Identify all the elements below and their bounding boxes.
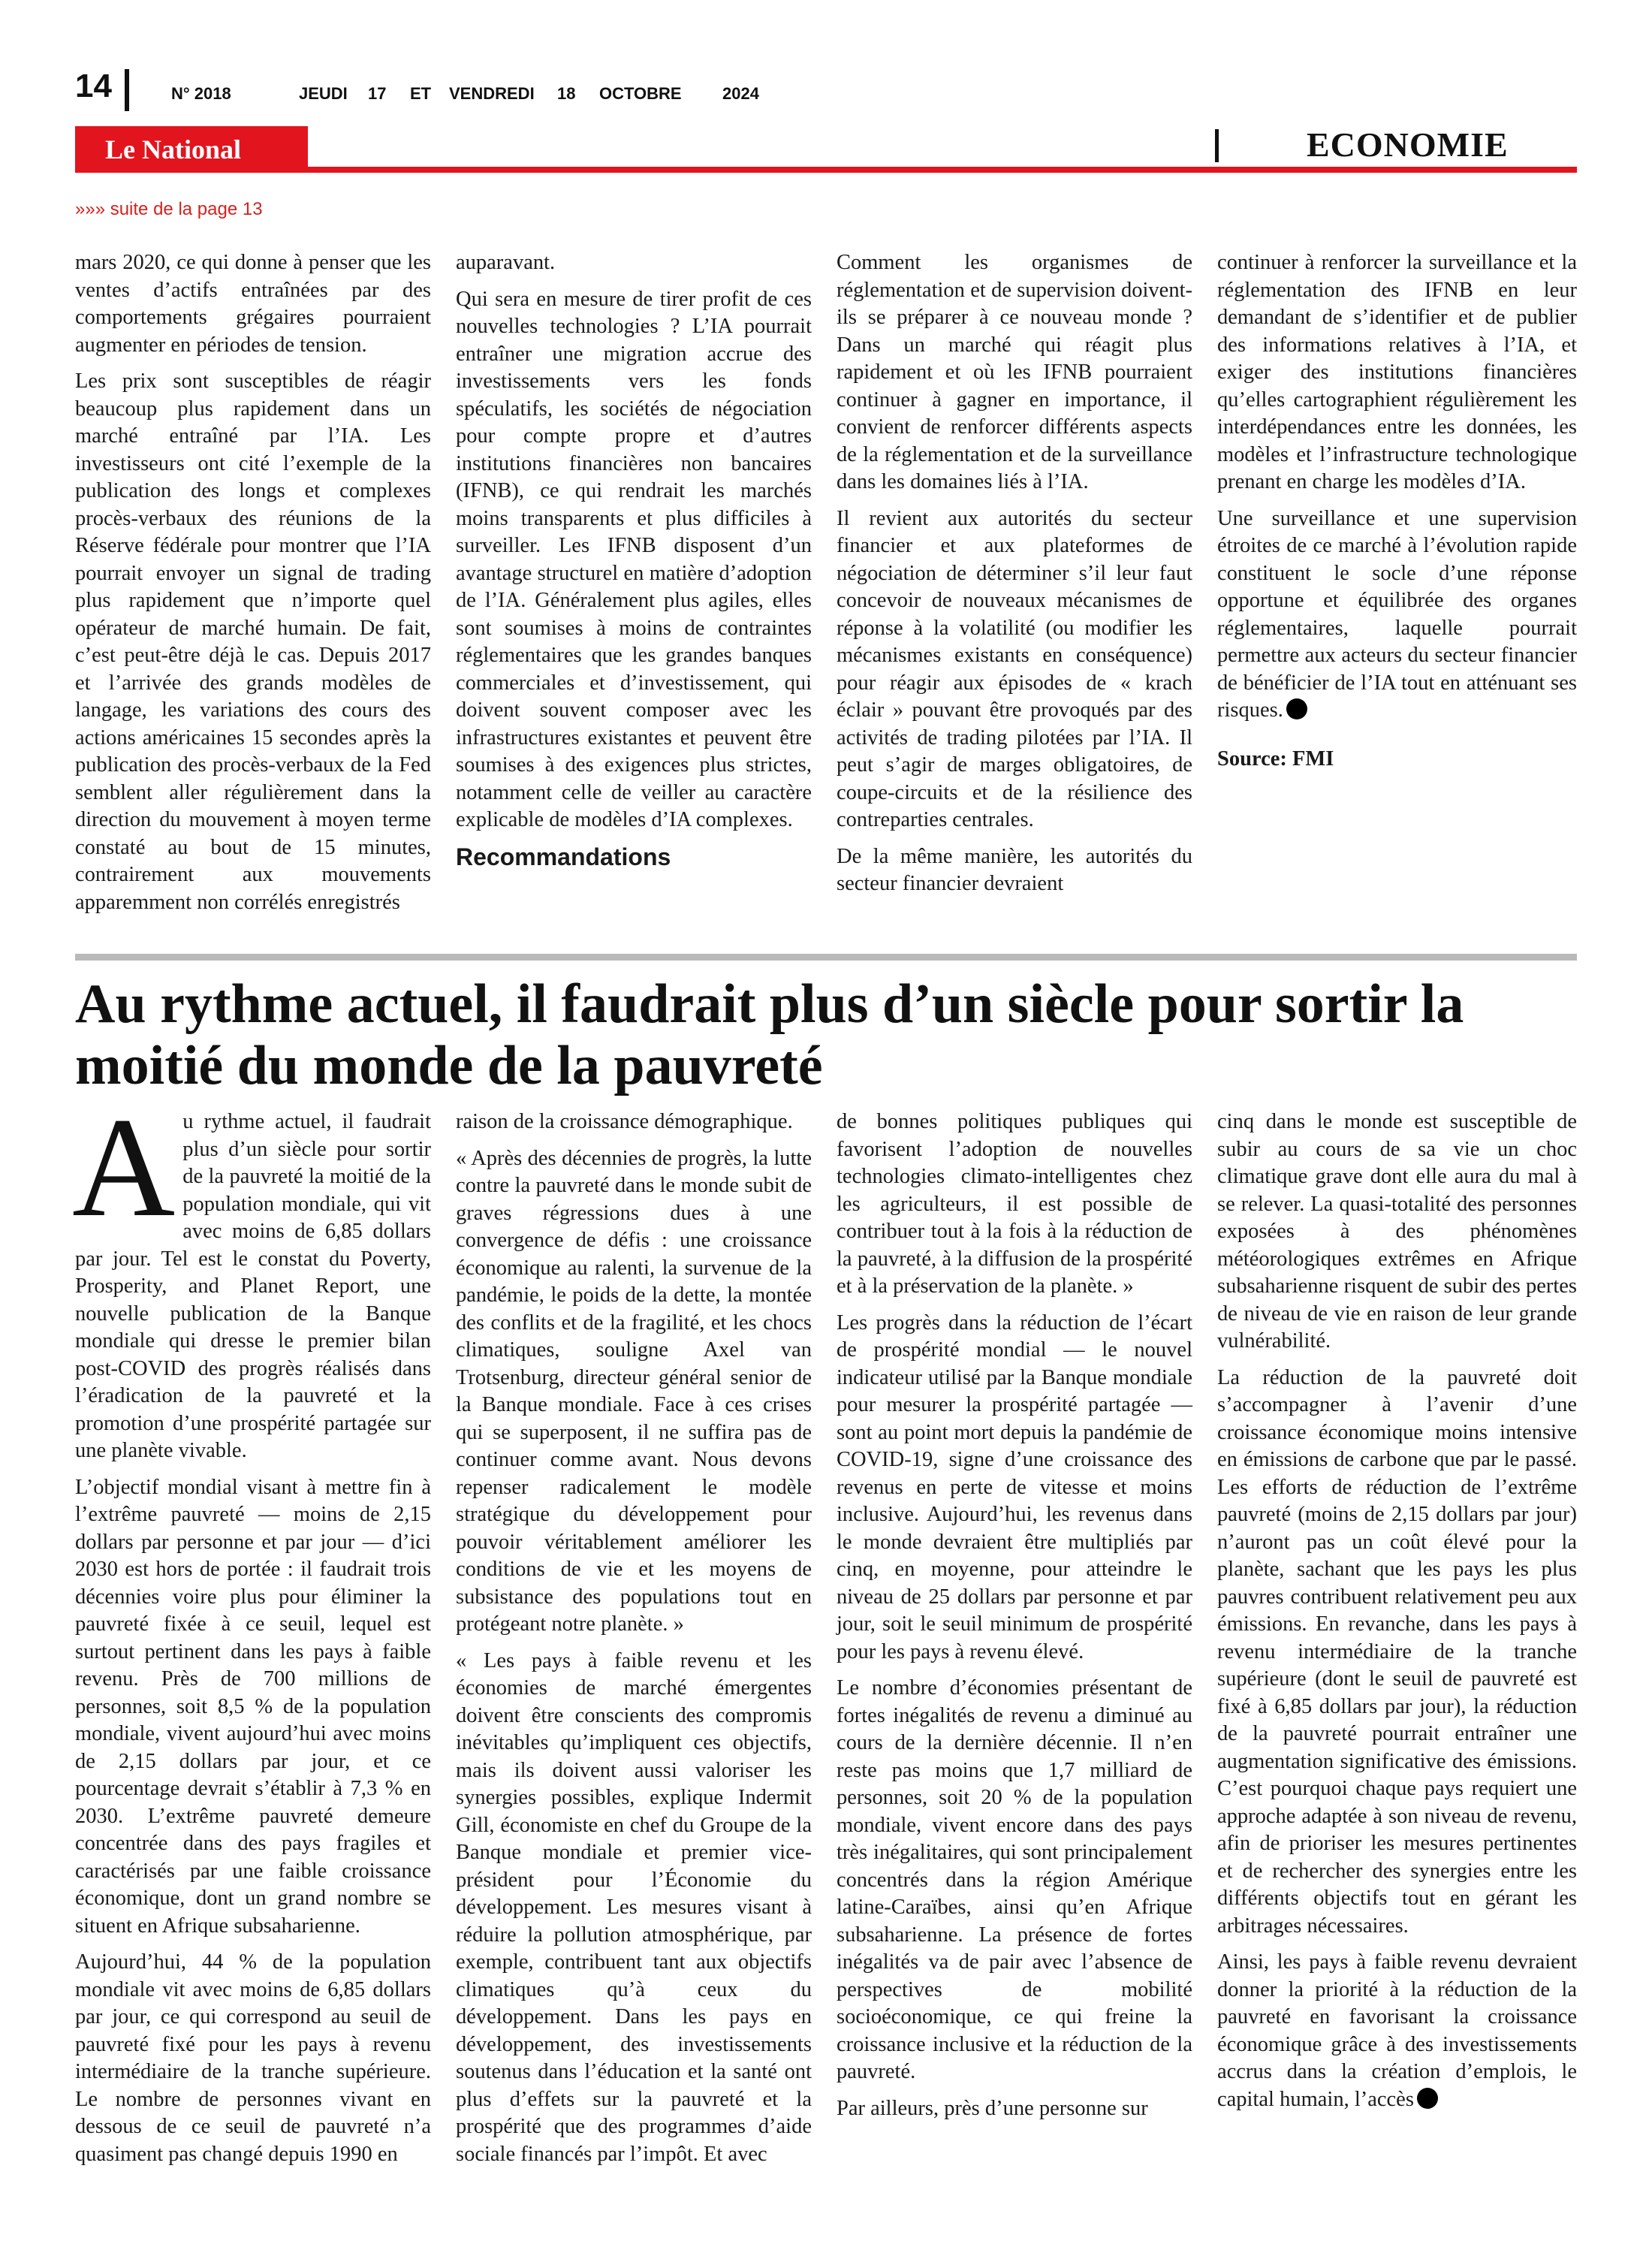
paragraph: Les prix sont susceptibles de réagir beaucoup plus rapidement dans un marché entraîné par l’IA. Les investisseurs ont cité l’exemple de la publication des longs et complexes procès-verbaux des réunions de la Réserve fédérale pour montrer que l’IA pourrait envoyer un signal de trading plus rapidement que n’importe quel opérateur de marché humain. De fait, c’est peut-être déjà le cas. Depuis 2017 et l’arrivée des grands modèles de langage, les variations des cours des actions américaines 15 secondes après la publication des procès-verbaux de la Fed semblent aller régulièrement dans la direction du mouvement à moyen terme constaté au bout de 15 minutes, contrairement aux mouvements apparemment non corrélés enregistrés bbox=[75, 369, 431, 914]
paragraph: Aujourd’hui, 44 % de la population mondiale vit avec moins de 6,85 dollars par jour, ce qui correspond au seuil de pauvreté fixé pour les pays à revenu intermédiaire de la tranche supérieure. Le nombre de personnes vivant en dessous de ce seuil de pauvreté n’a quasiment pas changé depuis 1990 en bbox=[75, 1950, 431, 2166]
paragraph: Il revient aux autorités du secteur financier et aux plateformes de négociation de déterminer s’il leur faut concevoir de nouveaux mécanismes de réponse à la volatilité (ou modifier les mécanismes existants en conséquence) pour réagir aux épisodes de « krach éclair » pouvant être provoqués par des activités de trading pilotées par l’IA. Il peut s’agir de marges obligatoires, de coupe-circuits et de la résilience des contreparties centrales. bbox=[837, 506, 1192, 831]
date-num1: 17 bbox=[368, 84, 387, 103]
section-title: ECONOMIE bbox=[1307, 125, 1509, 164]
paragraph: Par ailleurs, près d’une personne sur bbox=[837, 2096, 1148, 2120]
article2-column-1 bbox=[72, 1089, 431, 2177]
article1-column-3 bbox=[837, 249, 1192, 907]
article-separator bbox=[75, 954, 1577, 961]
paragraph-text: Ainsi, les pays à faible revenu devraient donner la priorité à la réduction de la pauvreté en favorisant la croissance économique grâce à des investissements accrus dans la création d’emplois, le capital humain, l’accès bbox=[1217, 1950, 1577, 2111]
paragraph: auparavant. bbox=[456, 251, 556, 274]
article2-column-2 bbox=[456, 1108, 812, 2177]
paragraph: Qui sera en mesure de tirer profit de ces nouvelles technologies ? L’IA pourrait entraîner une migration accrue des investissements vers les fonds spéculatifs, les sociétés de négociation pour compte propre et d’autres institutions financières non bancaires (IFNB), ce qui rendrait les marchés moins transparents et plus difficiles à surveiller. Les IFNB disposent d’un avantage structurel en matière d’adoption de l’IA. Généralement plus agiles, elles sont soumises à moins de contraintes réglementaires que les grandes banques commerciales et d’investissement, qui doivent souvent composer avec les infrastructures existantes et peuvent être soumises à des exigences plus strictes, notamment celle de veiller au caractère explicable de modèles d’IA complexes. bbox=[456, 287, 812, 831]
paragraph: Les progrès dans la réduction de l’écart de prospérité mondial — le nouvel indicateur utilisé par la Banque mondiale pour mesurer la prospérité partagée — sont au point mort depuis la pandémie de COVID-19, signe d’une croissance des revenus en perte de vitesse et moins inclusive. Aujourd’hui, les revenus dans le monde devraient être multipliés par cinq, en moyenne, pour atteindre le niveau de 25 dollars par personne et par jour, soit le seuil minimum de prospérité pour les pays à revenu élevé. bbox=[837, 1310, 1192, 1663]
paragraph: « Les pays à faible revenu et les économies de marché émergentes doivent être conscients des compromis inévitables qu’impliquent ces objectifs, mais ils doivent aussi valoriser les synergies possibles, explique Indermit Gill, économiste en chef du Groupe de la Banque mondiale et premier vice-président pour l’Économie du développement. Les mesures visant à réduire la pollution atmosphérique, par exemple, contribuent tant aux objectifs climatiques qu’à ceux du développement. Dans les pays en développement, des investissements soutenus dans l’éducation et la santé ont plus d’effets sur la pauvreté et la prospérité que des programmes d’aide sociale financés par l’impôt. Et avec bbox=[456, 1648, 812, 2166]
page-number: 14 bbox=[75, 68, 112, 104]
article-headline: Au rythme actuel, il faudrait plus d’un siècle pour sortir la moitié du monde de la pauvreté bbox=[75, 973, 1464, 1096]
continued-from-label: »»» suite de la page 13 bbox=[75, 199, 263, 219]
subheading-recommandations: Recommandations bbox=[456, 843, 671, 870]
paragraph: raison de la croissance démographique. bbox=[456, 1110, 793, 1133]
paragraph-text: u rythme actuel, il faudrait plus d’un siècle pour sortir de la pauvreté la moitié de la population mondiale, qui vit avec moins de 6,85 dollars par jour. Tel est le constat du Poverty, Prosperity, and Planet Report, une nouvelle publication de la Banque mondiale qui dresse le premier bilan post-COVID des progrès réalisés dans l’éradication de la pauvreté et la promotion d’une prospérité partagée sur une planète vivable. bbox=[75, 1110, 431, 1462]
date-year: 2024 bbox=[722, 84, 759, 103]
paragraph: mars 2020, ce qui donne à penser que les ventes d’actifs entraînées par des comportements grégaires pourraient augmenter en périodes de tension. bbox=[75, 251, 431, 357]
article2-column-4 bbox=[1217, 1108, 1577, 2122]
paragraph: cinq dans le monde est susceptible de subir au cours de sa vie un choc climatique grave dont elle aura du mal à se relever. La quasi-totalité des personnes exposées à des phénomènes météorologiques extrêmes en Afrique subsaharienne risquent de subir des pertes de niveau de vie en raison de leur grande vulnérabilité. bbox=[1217, 1110, 1577, 1353]
paragraph-final bbox=[1217, 1949, 1577, 2113]
paragraph-final bbox=[1217, 505, 1577, 725]
date-day2: VENDREDI bbox=[449, 84, 535, 103]
issue-number: N° 2018 bbox=[171, 84, 231, 103]
paragraph: La réduction de la pauvreté doit s’accompagner à l’avenir d’une croissance économique moins intensive en émissions de carbone que par le passé. Les efforts de réduction de l’extrême pauvreté (moins de 2,15 dollars par jour) n’auront pas un coût élevé pour la planète, sachant que les pays les plus pauvres contribuent relativement peu aux émissions. En revanche, dans les pays à revenu intermédiaire de la tranche supérieure (dont le seuil de pauvreté est fixé à 6,85 dollars par jour), la réduction de la pauvreté pourrait entraîner une augmentation significative des émissions. C’est pourquoi chaque pays requiert une approche adaptée à son niveau de revenu, afin de prioriser les mesures pertinentes et de rechercher des synergies entre les différents objectifs tout en gérant les arbitrages nécessaires. bbox=[1217, 1365, 1577, 1938]
date-month: OCTOBRE bbox=[599, 84, 682, 103]
article-source: Source: FMI bbox=[1217, 746, 1334, 771]
paragraph: de bonnes politiques publiques qui favorisent l’adoption de nouvelles technologies climato-intelligentes chez les agriculteurs, il est possible de contribuer tout à la fois à la réduction de la pauvreté, à la diffusion de la prospérité et à la préservation de la planète. » bbox=[837, 1110, 1192, 1298]
page-number-divider bbox=[125, 69, 129, 111]
date-day1: JEUDI bbox=[299, 84, 348, 103]
paragraph: continuer à renforcer la surveillance et la réglementation des IFNB en leur demandant de s’identifier et de publier des informations relatives à l’IA, et exiger des institutions financières qu’elles cartographient régulièrement les interdépendances entre les données, les modèles et l’infrastructure technologique prenant en charge les modèles d’IA. bbox=[1217, 251, 1577, 493]
paragraph: « Après des décennies de progrès, la lutte contre la pauvreté dans le monde subit de graves régressions dues à une convergence de défis : une croissance économique au ralenti, la survenue de la pandémie, le poids de la dette, la montée des conflits et de la fragilité, et les chocs climatiques, souligne Axel van Trotsenburg, directeur général senior de la Banque mondiale. Face à ces crises qui se superposent, il ne suffira pas de continuer comme avant. Nous devons repenser radicalement le modèle stratégique du développement pour pouvoir véritablement améliorer les conditions de vie et les moyens de subsistance des populations tout en protégeant notre planète. » bbox=[456, 1146, 812, 1636]
paragraph: Le nombre d’économies présentant de fortes inégalités de revenu a diminué au cours de la dernière décennie. Il n’en reste pas moins que 1,7 milliard de personnes, soit 20 % de la population mondiale, vivent encore dans des pays très inégalitaires, qui sont principalement concentrés dans la région Amérique latine-Caraïbes, ainsi qu’en Afrique subsaharienne. La présence de fortes inégalités va de pair avec l’absence de perspectives de mobilité socioéconomique, ce qui freine la croissance inclusive et la réduction de la pauvreté. bbox=[837, 1676, 1192, 2083]
paragraph: L’objectif mondial visant à mettre fin à l’extrême pauvreté — moins de 2,15 dollars par personne et par jour — d’ici 2030 est hors de portée : il faudrait trois décennies voire plus pour éliminer la pauvreté fixée à ce seuil, lequel est surtout pertinent dans les pays à faible revenu. Près de 700 millions de personnes, soit 8,5 % de la population mondiale, vivent aujourd’hui avec moins de 2,15 dollars par jour, et ce pourcentage devrait s’établir à 7,3 % en 2030. L’extrême pauvreté demeure concentrée dans des pays fragiles et caractérisés par une faible croissance économique, dont un grand nombre se situent en Afrique subsaharienne. bbox=[75, 1475, 431, 1938]
article2-column-3 bbox=[837, 1108, 1192, 2131]
article1-column-1 bbox=[75, 249, 431, 925]
article1-column-4 bbox=[1217, 249, 1577, 782]
section-divider bbox=[1215, 129, 1219, 162]
date-and: ET bbox=[410, 84, 432, 103]
paragraph: De la même manière, les autorités du secteur financier devraient bbox=[837, 844, 1192, 895]
date-num2: 18 bbox=[557, 84, 576, 103]
paragraph-text: Une surveillance et une supervision étroites de ce marché à l’évolution rapide constituent le socle d’une réponse opportune et équilibrée des organes réglementaires, laquelle pourrait permettre aux acteurs du secteur financier de bénéficier de l’IA tout en atténuant ses risques. bbox=[1217, 506, 1577, 722]
article1-column-2 bbox=[456, 249, 812, 870]
publication-name: Le National bbox=[105, 134, 242, 164]
header-rule bbox=[75, 167, 1577, 173]
continuation-marker-icon bbox=[1417, 2088, 1438, 2109]
lead-paragraph bbox=[72, 1089, 431, 1465]
drop-cap: A bbox=[72, 1089, 176, 1247]
paragraph: Comment les organismes de réglementation et de supervision doivent-ils se préparer à ce nouveau monde ? Dans un marché qui réagit plus rapidement et où les IFNB pourraient continuer à gagner en importance, il convient de renforcer différents aspects de la réglementation et de la surveillance dans les domaines liés à l’IA. bbox=[837, 251, 1192, 493]
end-of-article-icon bbox=[1286, 698, 1307, 719]
